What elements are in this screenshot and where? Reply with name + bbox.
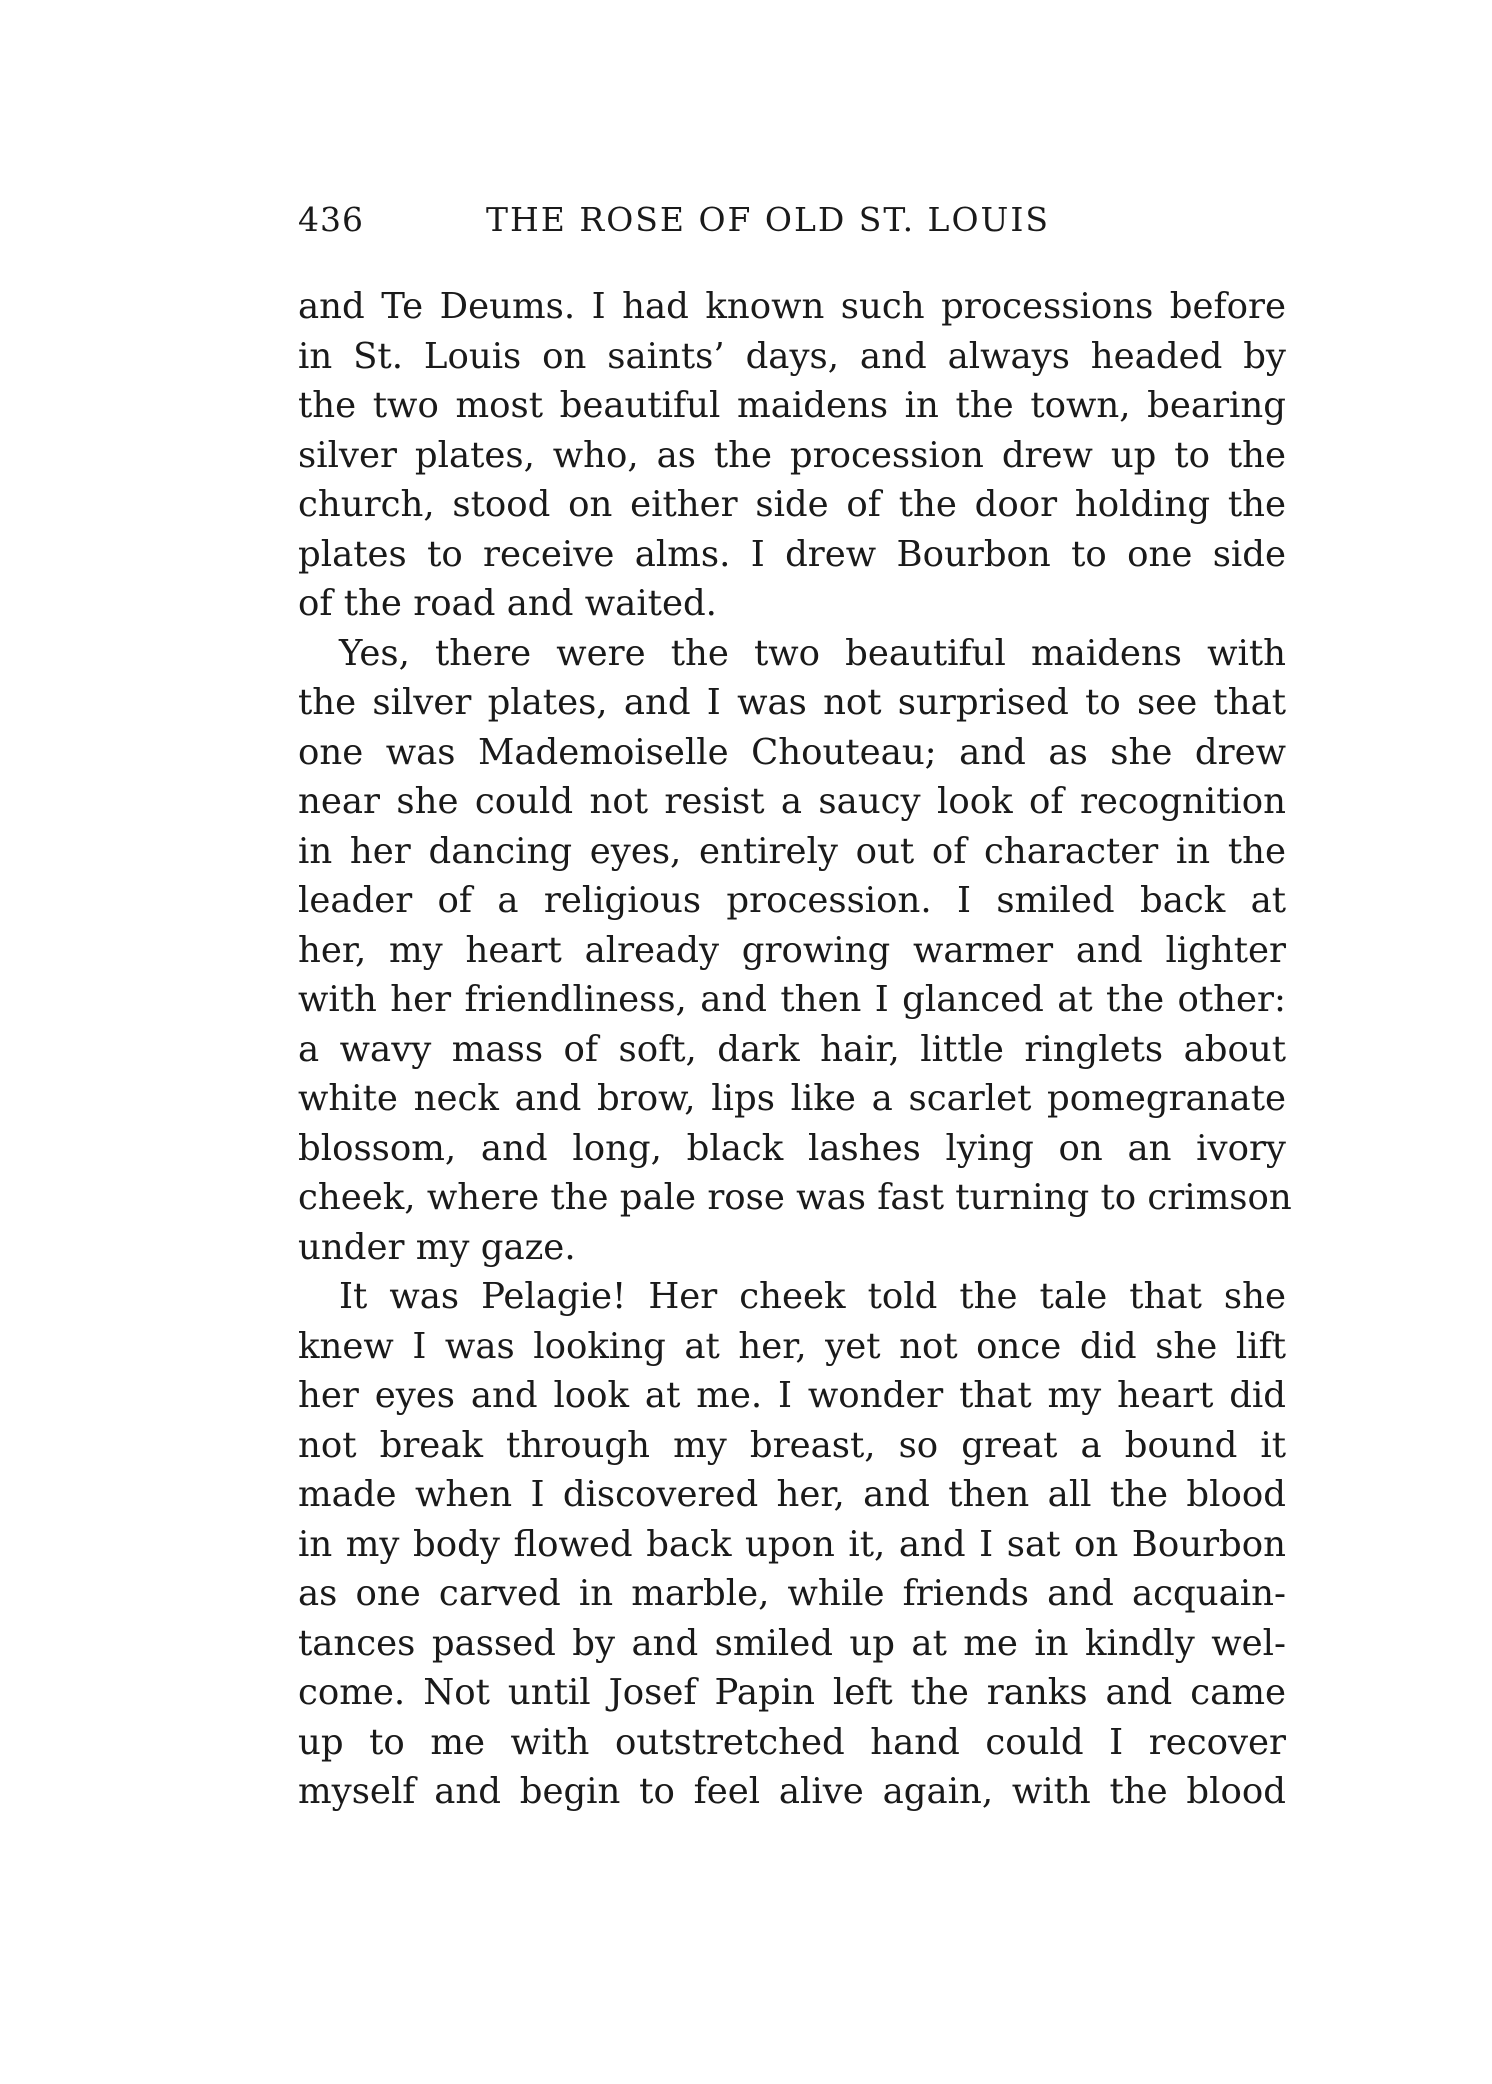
text-line: not break through my breast, so great a bound it [298, 1424, 1286, 1466]
text-line: tances passed by and smiled up at me in kindly wel- [298, 1622, 1286, 1664]
text-line: myself and begin to feel alive again, with the blood [298, 1771, 1286, 1812]
body-text [298, 282, 1292, 1817]
text-line: in St. Louis on saints’ days, and always headed by [298, 335, 1286, 377]
text-line: in her dancing eyes, entirely out of character in the [298, 830, 1286, 872]
text-line: silver plates, who, as the procession drew up to the [298, 434, 1286, 476]
page-number: 436 [298, 200, 364, 239]
text-line: cheek, where the pale rose was fast turning to crimson [298, 1177, 1292, 1218]
text-line: the silver plates, and I was not surprised to see that [298, 682, 1286, 723]
text-line: made when I discovered her, and then all the blood [298, 1474, 1286, 1515]
running-head [298, 200, 1286, 248]
text-line: the two most beautiful maidens in the town, bearing [298, 385, 1286, 426]
text-line: up to me with outstretched hand could I recover [298, 1721, 1286, 1763]
paragraph-end-line: under my gaze. [298, 1226, 576, 1268]
text-line: in my body flowed back upon it, and I sat on Bourbon [298, 1523, 1286, 1565]
paragraph-end-line: of the road and waited. [298, 583, 717, 624]
text-line: leader of a religious procession. I smiled back at [298, 880, 1286, 921]
text-line: as one carved in marble, while friends and acquain- [298, 1573, 1286, 1614]
text-line: her, my heart already growing warmer and lighter [298, 929, 1286, 971]
running-title: THE ROSE OF OLD ST. LOUIS [486, 200, 1050, 239]
text-line: church, stood on either side of the door holding the [298, 484, 1286, 525]
text-line: plates to receive alms. I drew Bourbon to one side [298, 533, 1286, 575]
paragraph-start-line: Yes, there were the two beautiful maidens with [339, 632, 1286, 674]
text-line: one was Mademoiselle Chouteau; and as she drew [298, 731, 1286, 773]
paragraph-start-line: It was Pelagie! Her cheek told the tale that she [339, 1276, 1286, 1317]
text-line: near she could not resist a saucy look of recognition [298, 781, 1286, 822]
text-line: come. Not until Josef Papin left the ranks and came [298, 1672, 1286, 1713]
text-line: knew I was looking at her, yet not once did she lift [298, 1325, 1286, 1367]
text-line: with her friendliness, and then I glanced at the other: [298, 979, 1286, 1020]
text-line: her eyes and look at me. I wonder that my heart did [298, 1375, 1286, 1416]
text-line: and Te Deums. I had known such processions before [298, 286, 1286, 327]
text-line: blossom, and long, black lashes lying on an ivory [298, 1127, 1286, 1169]
text-line: a wavy mass of soft, dark hair, little ringlets about [298, 1028, 1286, 1070]
text-line: white neck and brow, lips like a scarlet pomegranate [298, 1078, 1286, 1119]
